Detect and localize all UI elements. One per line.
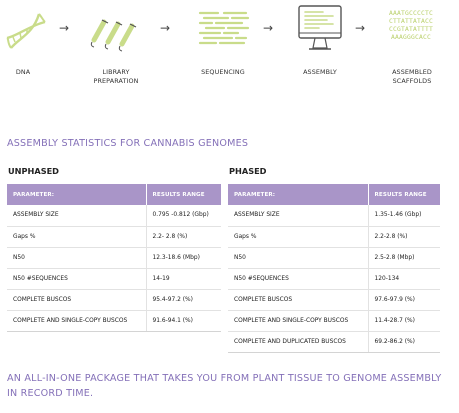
value-cell: 14-19: [146, 268, 221, 289]
table-row: [228, 331, 440, 352]
scaffold-line: AAAGGGCACC: [391, 34, 431, 41]
value-cell: 69.2-86.2 (%): [368, 331, 440, 352]
parameter-cell: N50 #SEQUENCES: [228, 268, 368, 289]
tagline: AN ALL-IN-ONE PACKAGE THAT TAKES YOU FROM PLANT TISSUE TO GENOME ASSEMBLY IN RECORD TIME.: [7, 373, 442, 399]
parameter-cell: ASSEMBLY SIZE: [228, 205, 368, 226]
parameter-cell: Gaps %: [228, 226, 368, 247]
table-row: [7, 247, 221, 268]
value-cell: 2.2-2.8 (%): [368, 226, 440, 247]
column-header: PARAMETER:: [228, 184, 368, 205]
arrow-right-icon: →: [160, 21, 171, 35]
scaffold-line: CTTATTATACC: [389, 18, 433, 25]
table-row: [228, 268, 440, 289]
phased-title: PHASED: [229, 166, 267, 176]
table-row: [7, 310, 221, 331]
value-cell: 0.795 -0.812 (Gbp): [146, 205, 221, 226]
table-row: [228, 310, 440, 331]
parameter-cell: N50 #SEQUENCES: [7, 268, 146, 289]
table-row: [228, 289, 440, 310]
value-cell: 2.5-2.8 (Mbp): [368, 247, 440, 268]
table-row: [228, 247, 440, 268]
arrow-right-icon: →: [59, 21, 70, 35]
step-label-sequencing: SEQUENCING: [201, 68, 245, 76]
parameter-cell: COMPLETE BUSCOS: [7, 289, 146, 310]
step-label-assembly: ASSEMBLY: [303, 68, 337, 76]
scaffold-line: CCGTATATTTT: [389, 26, 433, 33]
value-cell: 97.6-97.9 (%): [368, 289, 440, 310]
parameter-cell: COMPLETE BUSCOS: [228, 289, 368, 310]
scaffold-sequence-icon: [380, 10, 442, 42]
value-cell: 91.6-94.1 (%): [146, 310, 221, 331]
parameter-cell: COMPLETE AND SINGLE-COPY BUSCOS: [7, 310, 146, 331]
table-row: [228, 226, 440, 247]
step-label-dna: DNA: [15, 68, 31, 76]
parameter-cell: N50: [7, 247, 146, 268]
column-header: PARAMETER:: [7, 184, 146, 205]
column-header: RESULTS RANGE: [146, 184, 221, 205]
table-header-row: [228, 184, 440, 205]
table-row: [7, 289, 221, 310]
table-row: [228, 205, 440, 226]
table-header-row: [7, 184, 221, 205]
column-header: RESULTS RANGE: [368, 184, 440, 205]
arrow-right-icon: →: [355, 21, 366, 35]
table-row: [7, 205, 221, 226]
parameter-cell: ASSEMBLY SIZE: [7, 205, 146, 226]
step-label-assembled-scaffolds: ASSEMBLED SCAFFOLDS: [392, 68, 432, 85]
value-cell: 1.35-1.46 (Gbp): [368, 205, 440, 226]
value-cell: 2.2- 2.8 (%): [146, 226, 221, 247]
table-row: [7, 226, 221, 247]
table-row: [7, 268, 221, 289]
parameter-cell: N50: [228, 247, 368, 268]
scaffold-line: AAATGCCCCTC: [389, 10, 433, 17]
dna-helix-icon: [5, 8, 47, 52]
step-label-library-preparation: LIBRARY PREPARATION: [93, 68, 139, 85]
unphased-table: [7, 184, 221, 332]
sequencing-reads-icon: [198, 10, 250, 50]
test-tubes-icon: [88, 10, 142, 54]
value-cell: 11.4-28.7 (%): [368, 310, 440, 331]
monitor-icon: [297, 4, 343, 54]
parameter-cell: COMPLETE AND DUPLICATED BUSCOS: [228, 331, 368, 352]
arrow-right-icon: →: [263, 21, 274, 35]
parameter-cell: Gaps %: [7, 226, 146, 247]
unphased-title: UNPHASED: [8, 166, 59, 176]
value-cell: 95.4-97.2 (%): [146, 289, 221, 310]
phased-table: [228, 184, 440, 353]
value-cell: 12.3-18.6 (Mbp): [146, 247, 221, 268]
section-title: ASSEMBLY STATISTICS FOR CANNABIS GENOMES: [7, 138, 249, 149]
value-cell: 120-134: [368, 268, 440, 289]
parameter-cell: COMPLETE AND SINGLE-COPY BUSCOS: [228, 310, 368, 331]
